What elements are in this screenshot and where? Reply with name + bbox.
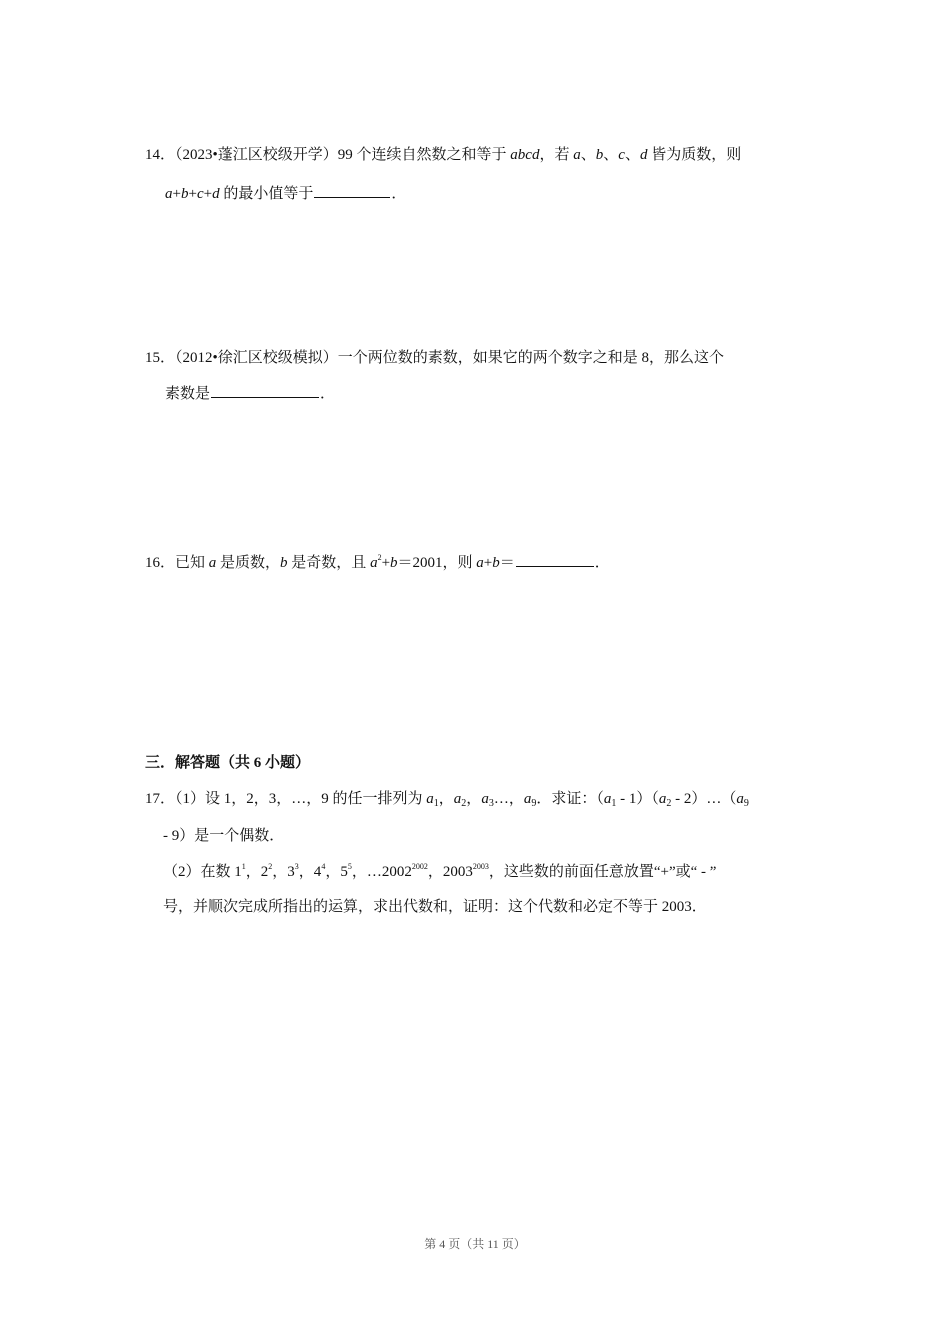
question-text: 已知 bbox=[175, 555, 209, 571]
subscript: 9 bbox=[531, 798, 537, 809]
question-text: ，2003 bbox=[427, 864, 473, 880]
question-text: - 1）（ bbox=[616, 791, 659, 807]
math-var: a bbox=[603, 791, 612, 807]
question-text: ．求证：（ bbox=[536, 791, 604, 807]
math-var: b bbox=[492, 555, 500, 571]
math-var: a bbox=[573, 147, 581, 163]
question-source: （2012•徐汇区校级模拟） bbox=[175, 350, 338, 366]
question-text: 是质数， bbox=[216, 555, 281, 571]
math-var: abcd bbox=[510, 147, 540, 163]
answer-blank bbox=[211, 383, 319, 398]
question-15-line-2 bbox=[165, 383, 335, 404]
math-var: a bbox=[208, 555, 217, 571]
math-op: + bbox=[203, 186, 213, 202]
math-var: a bbox=[370, 555, 378, 571]
question-text: 是奇数，且 bbox=[287, 555, 371, 571]
math-var: b bbox=[390, 555, 398, 571]
question-text: 、 bbox=[624, 147, 640, 163]
question-source: （2023•蓬江区校级开学） bbox=[175, 147, 338, 163]
answer-blank bbox=[516, 552, 594, 567]
question-16-line-1 bbox=[145, 552, 610, 573]
question-number: 14． bbox=[145, 147, 176, 163]
question-text: ，3 bbox=[272, 864, 295, 880]
section-title: 三．解答题（共 6 小题） bbox=[145, 755, 311, 771]
question-text: 一个两位数的素数，如果它的两个数字之和是 8，那么这个 bbox=[337, 350, 725, 366]
question-text: 皆为质数，则 bbox=[647, 147, 742, 163]
question-17-part2-line-1 bbox=[163, 862, 716, 882]
subscript: 1 bbox=[433, 798, 439, 809]
math-var: d bbox=[212, 186, 220, 202]
question-14-line-2 bbox=[165, 183, 406, 204]
math-var: c bbox=[618, 147, 625, 163]
question-text: （2）在数 1 bbox=[163, 864, 242, 880]
exponent: 5 bbox=[347, 862, 352, 871]
question-17-line-1 bbox=[145, 789, 749, 809]
math-var: a bbox=[476, 555, 484, 571]
math-var: a bbox=[736, 791, 744, 807]
punctuation: ． bbox=[320, 386, 336, 402]
exponent: 2002 bbox=[411, 862, 428, 871]
question-number: 15． bbox=[145, 350, 176, 366]
question-text: ＝2001，则 bbox=[397, 555, 477, 571]
punctuation: ， bbox=[438, 791, 454, 807]
question-text: ，这些数的前面任意放置“+”或“ - ” bbox=[488, 864, 717, 880]
question-text: 99 个连续自然数之和等于 bbox=[337, 147, 511, 163]
question-17-line-2 bbox=[163, 826, 284, 846]
answer-blank bbox=[314, 183, 390, 198]
question-14-line-1 bbox=[145, 145, 741, 165]
question-number: 16． bbox=[145, 555, 176, 571]
question-text: ，若 bbox=[539, 147, 574, 163]
question-15-line-1 bbox=[145, 348, 724, 368]
math-var: d bbox=[639, 147, 648, 163]
punctuation: ． bbox=[391, 186, 407, 202]
math-var: b bbox=[595, 147, 604, 163]
question-text: ，4 bbox=[298, 864, 322, 880]
math-var: a bbox=[481, 791, 489, 807]
math-var: a bbox=[426, 791, 434, 807]
question-text: （1）设 1，2，3，…，9 的任一排列为 bbox=[175, 791, 427, 807]
math-op: ＝ bbox=[499, 555, 515, 571]
question-text: ，…2002 bbox=[351, 864, 412, 880]
question-17-part2-line-2 bbox=[163, 897, 707, 917]
question-text: - 9）是一个偶数． bbox=[163, 828, 285, 844]
question-text: 、 bbox=[603, 147, 619, 163]
question-text: 素数是 bbox=[165, 386, 211, 402]
subscript: 2 bbox=[666, 798, 672, 809]
exponent: 1 bbox=[241, 862, 246, 871]
math-var: a bbox=[453, 791, 462, 807]
math-op: + bbox=[188, 186, 197, 202]
math-op: + bbox=[381, 555, 391, 571]
math-var: a bbox=[165, 186, 173, 202]
subscript: 2 bbox=[461, 798, 467, 809]
question-text: ，2 bbox=[245, 864, 269, 880]
math-var: a bbox=[658, 791, 667, 807]
subscript: 3 bbox=[488, 798, 494, 809]
question-text: - 2）…（ bbox=[671, 791, 737, 807]
question-text: 的最小值等于 bbox=[219, 186, 314, 202]
math-var: b bbox=[180, 186, 189, 202]
question-text: ，5 bbox=[325, 864, 348, 880]
math-var: a bbox=[523, 791, 532, 807]
punctuation: …， bbox=[493, 791, 524, 807]
question-text: 、 bbox=[580, 147, 596, 163]
math-var: c bbox=[196, 186, 204, 202]
exponent: 2 bbox=[377, 553, 382, 562]
punctuation: ， bbox=[466, 791, 482, 807]
question-text: 号，并顺次完成所指出的运算，求出代数和，证明：这个代数和必定不等于 2003． bbox=[163, 899, 707, 915]
punctuation: ． bbox=[594, 555, 610, 571]
math-op: + bbox=[483, 555, 493, 571]
math-op: + bbox=[172, 186, 181, 202]
exponent: 4 bbox=[321, 862, 326, 871]
subscript: 9 bbox=[743, 798, 749, 809]
page-footer: 第 4 页（共 11 页） bbox=[424, 1237, 526, 1251]
question-number: 17． bbox=[145, 791, 176, 807]
subscript: 1 bbox=[611, 798, 617, 809]
exponent: 2003 bbox=[472, 862, 489, 871]
exponent: 3 bbox=[294, 862, 299, 871]
exponent: 2 bbox=[268, 862, 273, 871]
math-var: b bbox=[280, 555, 288, 571]
